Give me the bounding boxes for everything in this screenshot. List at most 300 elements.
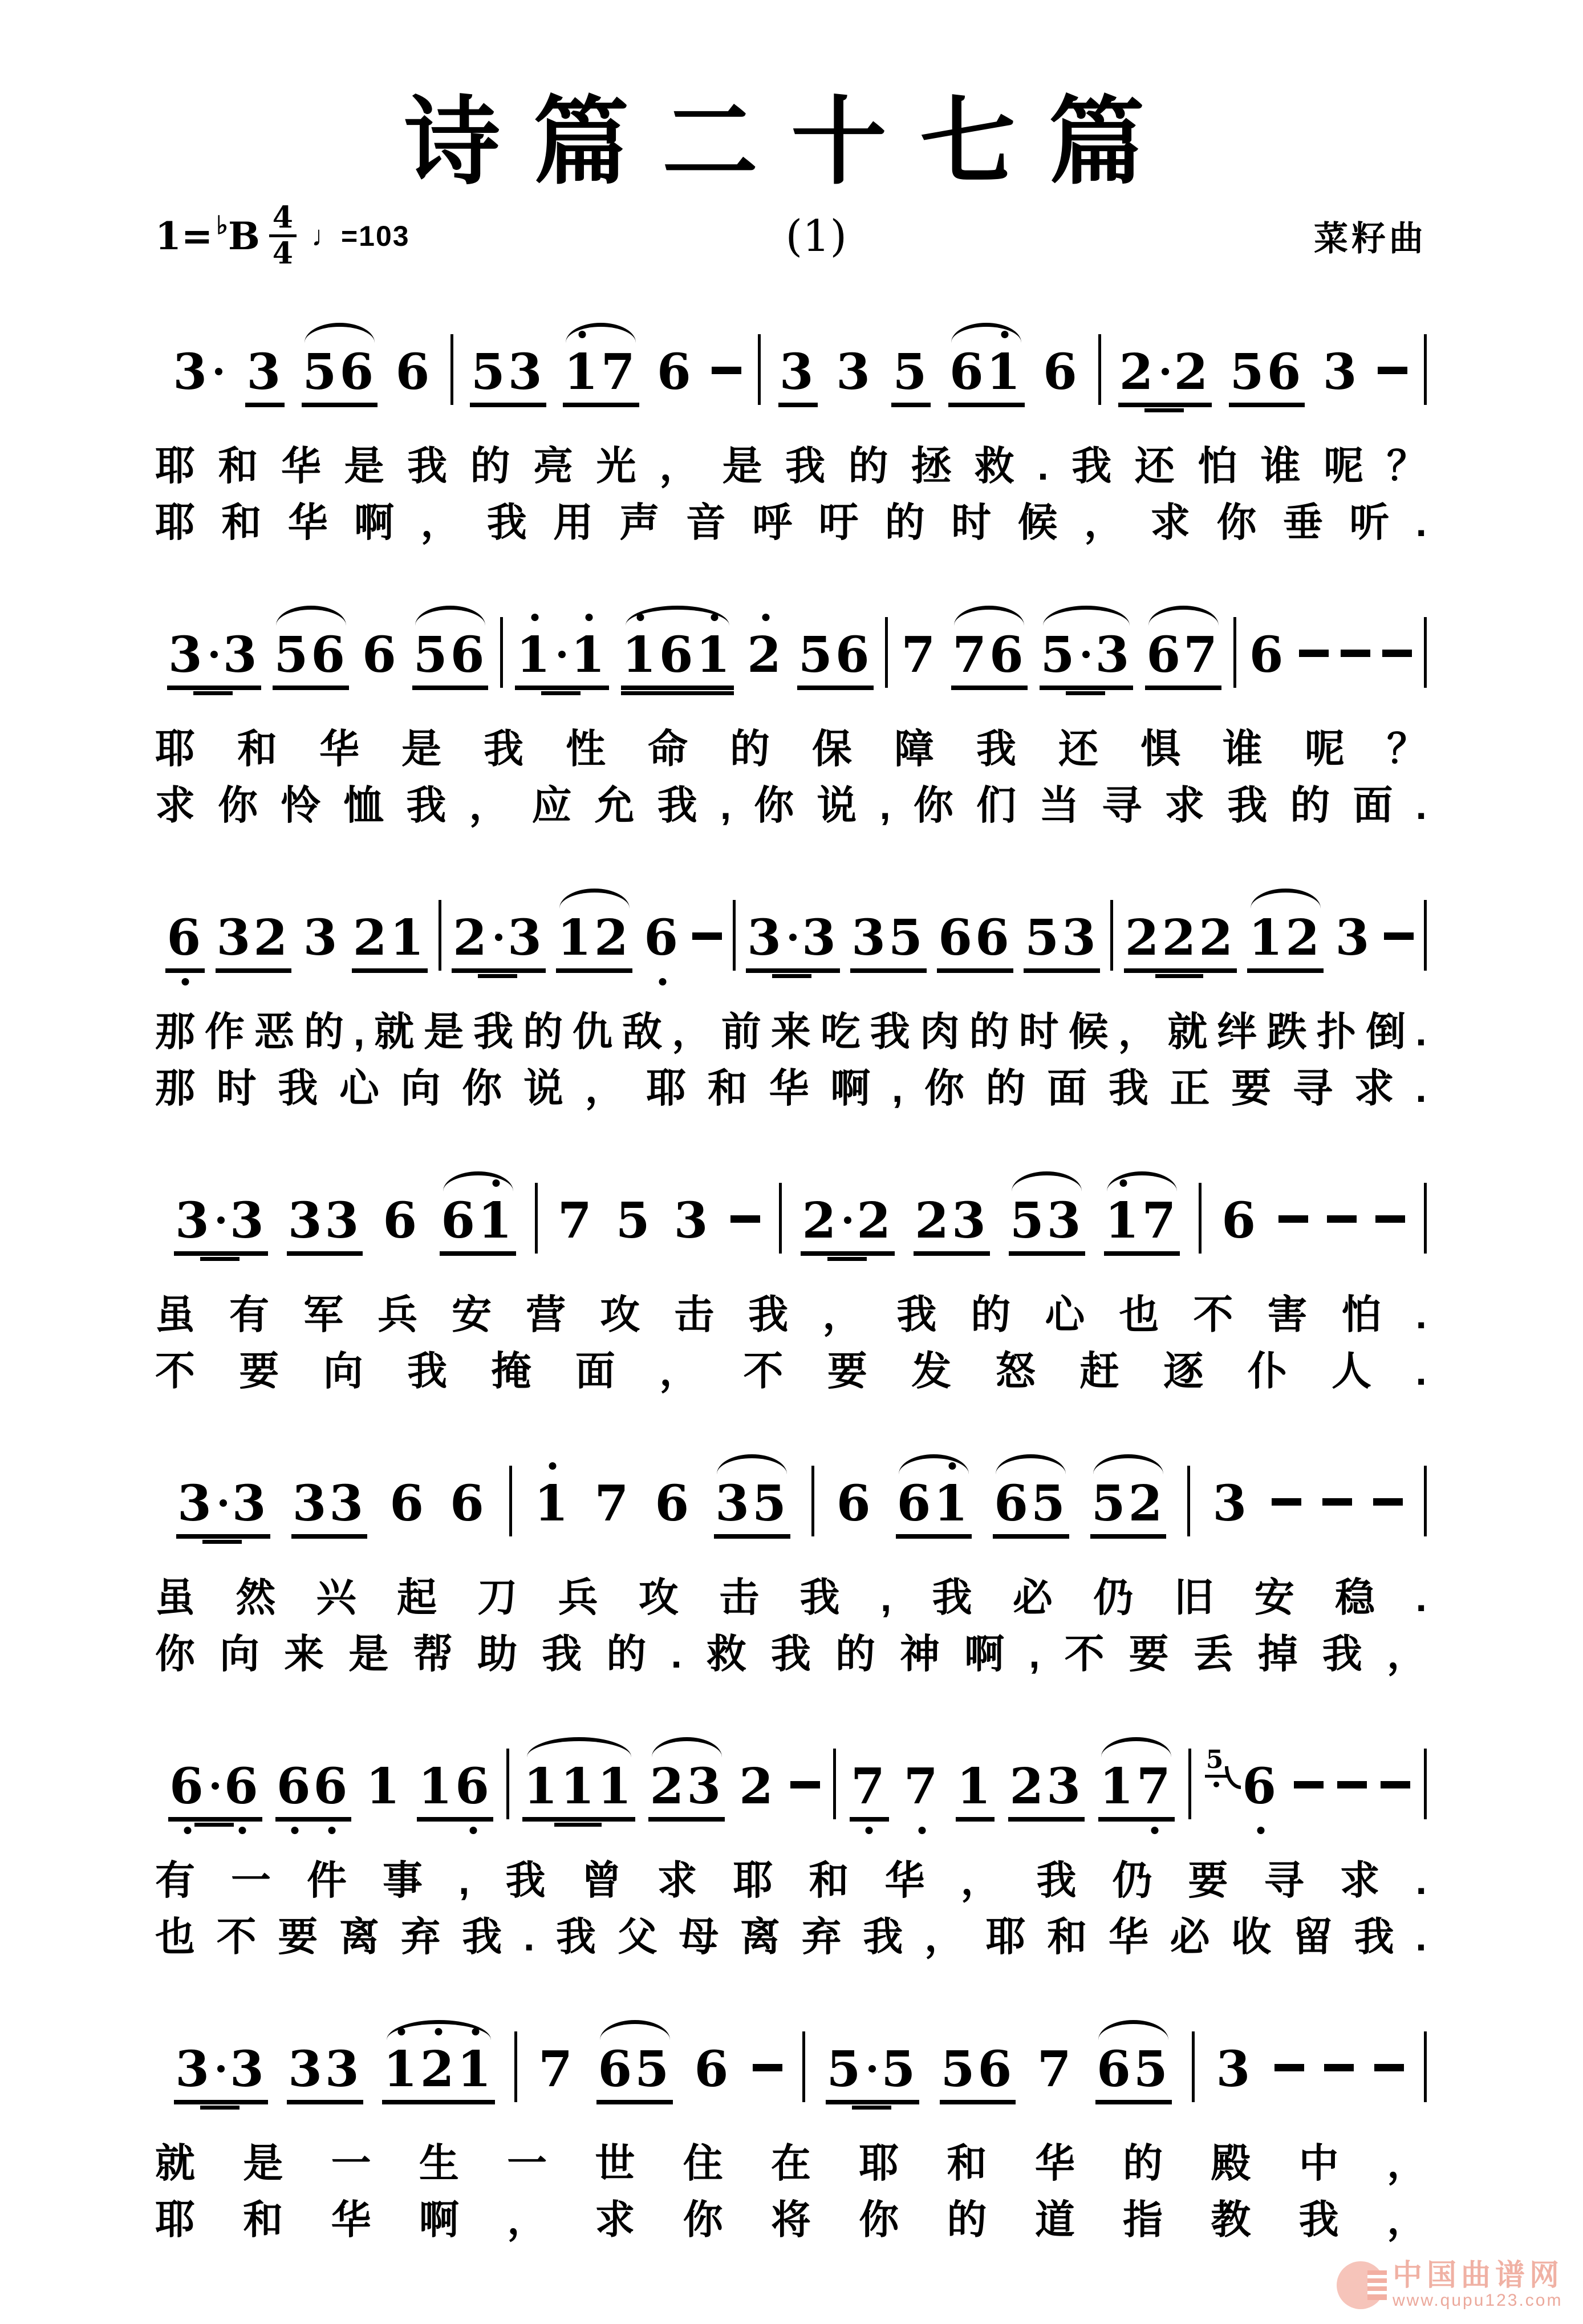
lyric-char: 和 — [707, 1065, 748, 1110]
lyric-char: ？ — [1387, 726, 1427, 771]
note-digit: 3 — [288, 2040, 325, 2098]
lyric-char: 求 — [1164, 782, 1205, 828]
lyric-char: ， — [1118, 1009, 1158, 1054]
note-token — [165, 908, 205, 973]
end-barline — [1424, 1466, 1427, 1536]
note-digit: 5 — [413, 626, 450, 684]
lyric-char: 说 — [523, 1065, 563, 1110]
note-token — [522, 1757, 636, 1822]
note-digit: 5 — [752, 1474, 789, 1532]
note-token — [1241, 1757, 1280, 1817]
lyric-char: 我 — [657, 782, 697, 828]
lyric-char: 耶 — [155, 443, 195, 488]
lyric-char: 向 — [400, 1065, 441, 1110]
lyric-char: 跌 — [1267, 1009, 1307, 1054]
end-barline — [1424, 617, 1427, 688]
note-token — [557, 1191, 596, 1251]
low-octave-dot — [1257, 1827, 1264, 1834]
note-digit: 5 — [1025, 908, 1062, 967]
note-token — [1036, 2040, 1075, 2100]
lyric-char: 啊 — [419, 2197, 459, 2242]
sixteenth-subline — [200, 1257, 240, 1261]
sixteenth-subline — [852, 2106, 891, 2110]
rest-dash — [1278, 1197, 1308, 1246]
lyric-char: 兴 — [316, 1575, 356, 1620]
lyric-char: 是 — [722, 443, 762, 488]
lyric-char: 离 — [339, 1914, 379, 1959]
lyric-line-verse-1 — [155, 1855, 1427, 1907]
note-token — [563, 343, 639, 407]
lyric-char: 收 — [1231, 1914, 1272, 1959]
note-digit: 7 — [1183, 626, 1220, 684]
note-digit: 6 — [1267, 343, 1304, 401]
note-digit: 7 — [851, 1762, 888, 1811]
lyric-char: 怕 — [1198, 443, 1238, 488]
lyric-char: 仇 — [573, 1009, 613, 1054]
lyric-char: 掩 — [491, 1348, 531, 1393]
lyric-char: 的 — [971, 1292, 1011, 1337]
system-2 — [155, 553, 1427, 832]
lyric-char: 你 — [155, 1631, 195, 1676]
lyric-char: 向 — [220, 1631, 260, 1676]
lyric-char: 安 — [1254, 1575, 1294, 1620]
lyric-char: 教 — [1211, 2197, 1251, 2242]
lyric-char: 面 — [1047, 1065, 1087, 1110]
slur-arc — [951, 323, 1021, 343]
slur-arc — [387, 2020, 491, 2040]
score-header — [155, 202, 1427, 270]
note-digit: 3 — [303, 908, 340, 967]
lyric-char: 吃 — [820, 1009, 860, 1054]
low-octave-dot — [184, 1827, 192, 1834]
note-digit: 6 — [169, 1762, 206, 1811]
lyric-char: 人 — [1332, 1348, 1372, 1393]
note-digit: 6 — [598, 2040, 635, 2098]
low-octave-dot — [1213, 1782, 1219, 1787]
lyric-char: 心 — [1045, 1292, 1085, 1337]
note-token — [533, 1474, 573, 1534]
lyric-char: 耶 — [733, 1857, 773, 1903]
lyric-char: 我 — [542, 1631, 582, 1676]
lyric-char: 恶 — [254, 1009, 294, 1054]
note-token — [1008, 1757, 1085, 1822]
note-digit: 2 — [453, 908, 490, 967]
barline — [1188, 1749, 1191, 1819]
measure — [1191, 1745, 1424, 1817]
note-digit: 1 — [564, 348, 601, 397]
note-token — [174, 1191, 268, 1256]
note-digit: 6 — [362, 626, 399, 684]
sixteenth-subline — [1066, 691, 1105, 695]
note-digit: 6 — [449, 1474, 487, 1532]
lyric-char: . — [1415, 500, 1427, 545]
note-digit: 3 — [1322, 343, 1360, 401]
rest-dash — [1384, 914, 1414, 963]
note-digit: 3 — [324, 1191, 362, 1250]
low-octave-dot — [291, 1827, 299, 1834]
barline — [506, 1749, 509, 1819]
note-token — [1042, 343, 1081, 403]
rest-dash — [753, 2045, 782, 2094]
lyric-char: 的 — [835, 1631, 875, 1676]
note-digit: 5 — [615, 1191, 653, 1250]
lyric-char: 我 — [462, 1914, 502, 1959]
lyric-char: ， — [960, 1857, 1001, 1903]
note-digit: 6 — [659, 626, 696, 684]
slur-arc — [1098, 2020, 1168, 2040]
lyric-char: 怒 — [995, 1348, 1036, 1393]
lyric-char: 的 — [1290, 782, 1330, 828]
lyric-char: 殿 — [1211, 2140, 1251, 2185]
note-digit: 3 — [232, 1474, 269, 1532]
note-digit: 3 — [1046, 1757, 1084, 1815]
lyric-char: 就 — [155, 2140, 195, 2185]
augmentation-dot — [220, 1499, 227, 1507]
lyric-char: ， — [1386, 1631, 1427, 1676]
note-digit: 3 — [779, 343, 817, 401]
lyric-char: . — [1037, 443, 1049, 488]
lyric-line-verse-1 — [155, 2138, 1427, 2189]
note-token — [738, 1757, 777, 1817]
measure — [1195, 2040, 1424, 2100]
high-octave-dot — [549, 1462, 557, 1470]
note-digit: 6 — [314, 1762, 351, 1811]
rest-dash — [1327, 1197, 1357, 1246]
rest-dash — [1294, 1762, 1324, 1811]
note-digit: 3 — [747, 908, 784, 967]
lyric-char: 允 — [594, 782, 635, 828]
note-digit: 3 — [175, 2040, 213, 2098]
note-digit: 6 — [989, 626, 1026, 684]
lyric-char: 求 — [1340, 1857, 1380, 1903]
note-token — [951, 626, 1028, 690]
lyric-char: 我 — [278, 1065, 318, 1110]
lyric-char: 有 — [229, 1292, 270, 1337]
lyric-char: 耶 — [155, 726, 195, 771]
slur-arc — [415, 606, 485, 626]
note-token — [1334, 908, 1373, 968]
note-token — [826, 2040, 920, 2104]
note-digit: 2 — [1162, 908, 1199, 967]
rest-dash — [1299, 631, 1329, 680]
note-digit: 6 — [835, 626, 872, 684]
lyric-char: 我 — [863, 1914, 903, 1959]
lyric-char: 要 — [278, 1914, 318, 1959]
lyric-char: 旧 — [1174, 1575, 1214, 1620]
note-digit: 3 — [851, 908, 888, 967]
lyric-char: 吁 — [818, 500, 859, 545]
lyric-char: 母 — [679, 1914, 719, 1959]
song-title: 诗篇二十七篇 — [404, 85, 1178, 198]
lyric-char: 生 — [419, 2140, 459, 2185]
slur-arc — [1148, 606, 1219, 626]
rest-dash — [790, 1762, 820, 1811]
lyric-char: 华 — [287, 500, 328, 545]
lyric-char: 不 — [1064, 1631, 1105, 1676]
lyric-char: 们 — [976, 782, 1016, 828]
rest-dash — [730, 1197, 760, 1246]
lyric-line-verse-1 — [155, 1572, 1427, 1624]
lyric-char: ？ — [1386, 443, 1427, 488]
lyric-char: 要 — [1188, 1857, 1228, 1903]
note-token — [1248, 626, 1288, 686]
note-row — [155, 836, 1427, 1003]
rest-dash — [1374, 2045, 1404, 2094]
lyric-char: 留 — [1292, 1914, 1333, 1959]
lyric-char: 的 — [1123, 2140, 1163, 2185]
lyric-char: , — [879, 782, 891, 828]
lyric-char: 丢 — [1193, 1631, 1233, 1676]
note-digit: 1 — [557, 908, 595, 967]
note-digit: 6 — [339, 343, 377, 401]
slur-arc — [1251, 889, 1321, 908]
lyric-char: 正 — [1170, 1065, 1210, 1110]
note-digit: 6 — [655, 1474, 692, 1532]
sixteenth-subline — [194, 1823, 234, 1827]
lyric-char: 弃 — [801, 1914, 842, 1959]
lyric-char: ， — [420, 500, 461, 545]
measure — [509, 1757, 833, 1822]
lyric-char: 听 — [1349, 500, 1390, 545]
measure — [155, 343, 450, 407]
lyric-char: 一 — [331, 2140, 371, 2185]
lyric-char: 命 — [648, 726, 688, 771]
note-token — [797, 626, 874, 690]
note-digit: 7 — [952, 626, 989, 684]
lyric-char: 肉 — [919, 1009, 960, 1054]
slur-arc — [276, 606, 346, 626]
note-digit: 2 — [1128, 1474, 1166, 1532]
note-token — [172, 343, 229, 403]
lyric-char: 的 — [848, 443, 888, 488]
lyric-char: 向 — [323, 1348, 363, 1393]
note-row — [155, 1402, 1427, 1568]
composer-credit: 菜籽曲 — [1313, 219, 1427, 258]
slur-arc — [996, 1454, 1066, 1474]
lyric-char: 件 — [307, 1857, 347, 1903]
rest-dash — [1373, 1479, 1403, 1528]
note-digit: 3 — [673, 1191, 711, 1250]
barline — [514, 2031, 517, 2102]
note-digit: 3 — [246, 343, 284, 401]
lyric-char: 和 — [218, 443, 258, 488]
note-digit: 6 — [694, 2040, 732, 2098]
note-digit: 3 — [951, 1191, 989, 1250]
note-digit: 2 — [915, 1191, 952, 1250]
note-digit: 2 — [253, 908, 291, 967]
note-digit: 6 — [1043, 343, 1080, 401]
time-signature-denominator: 4 — [272, 236, 293, 271]
note-digit: 1 — [534, 1479, 571, 1528]
note-digit: 7 — [557, 1191, 595, 1250]
lyric-char: 救 — [974, 443, 1014, 488]
note-digit: 3 — [836, 343, 873, 401]
note-token — [537, 2040, 577, 2100]
note-token — [352, 908, 428, 973]
lyric-char: 有 — [155, 1857, 195, 1903]
measure — [512, 1474, 811, 1539]
low-octave-dot — [659, 978, 666, 985]
note-digit: 1 — [366, 1757, 403, 1815]
lyric-char: 稳 — [1335, 1575, 1375, 1620]
note-token — [388, 1474, 428, 1534]
lyric-char: 和 — [243, 2197, 283, 2242]
lyric-char: 候 — [1017, 500, 1058, 545]
note-digit: 1 — [383, 2045, 420, 2094]
lyric-char: 是 — [424, 1009, 464, 1054]
note-digit: 2 — [739, 1757, 776, 1815]
note-token — [1247, 908, 1324, 973]
barline — [1199, 1183, 1202, 1254]
tempo-marking: ♩=103 — [311, 220, 410, 252]
lyric-char: 不 — [743, 1348, 784, 1393]
note-token — [174, 2040, 268, 2104]
note-token — [1090, 1474, 1167, 1539]
note-digit: 2 — [594, 908, 631, 967]
barline — [802, 2031, 805, 2102]
note-digit: 7 — [1037, 2040, 1074, 2098]
lyric-char: 击 — [674, 1292, 715, 1337]
note-digit: 6 — [977, 2040, 1015, 2098]
note-token — [381, 1191, 421, 1251]
slur-arc — [1107, 1171, 1177, 1191]
slur-arc — [626, 606, 730, 626]
note-token — [273, 626, 349, 690]
note-token — [850, 908, 927, 973]
lyric-char: 安 — [452, 1292, 492, 1337]
slur-arc — [1043, 606, 1130, 626]
lyric-char: 华 — [769, 1065, 809, 1110]
note-digit: 6 — [1146, 626, 1184, 684]
qupu-logo-icon — [1337, 2261, 1385, 2309]
sixteenth-subline — [1155, 974, 1203, 978]
note-digit: 6 — [1221, 1191, 1259, 1250]
note-digit: 6 — [389, 1474, 427, 1532]
lyric-char: 谁 — [1260, 443, 1301, 488]
lyric-char: 要 — [239, 1348, 279, 1393]
lyric-char: ， — [1083, 500, 1124, 545]
watermark-url: www.qupu123.com — [1392, 2290, 1563, 2310]
lyric-char: 我 — [473, 1009, 514, 1054]
lyric-char: . — [1415, 1575, 1427, 1620]
rest-dash — [692, 914, 722, 963]
measure — [782, 1191, 1199, 1256]
lyric-char: 虽 — [155, 1575, 195, 1620]
note-digit: 6 — [450, 626, 488, 684]
lyric-line-verse-2 — [155, 497, 1427, 549]
lyric-char: 求 — [595, 2197, 635, 2242]
lyric-char: 助 — [477, 1631, 518, 1676]
measure — [503, 626, 885, 690]
lyric-char: 耶 — [155, 500, 195, 545]
note-digit: 5 — [881, 2040, 919, 2098]
note-token — [167, 626, 261, 690]
note-token — [275, 1757, 352, 1822]
note-token — [1104, 1191, 1180, 1256]
lyric-char: 的 — [884, 500, 925, 545]
low-octave-dot — [1151, 1827, 1159, 1834]
lyric-char: 弃 — [400, 1914, 441, 1959]
system-5 — [155, 1402, 1427, 1680]
note-digit: 6 — [277, 1762, 314, 1811]
note-token — [596, 2040, 673, 2104]
note-token — [1098, 1757, 1175, 1822]
note-token — [615, 1191, 654, 1251]
note-row — [155, 553, 1427, 720]
note-token — [778, 343, 818, 407]
system-4 — [155, 1119, 1427, 1397]
lyric-char: 心 — [339, 1065, 379, 1110]
note-row — [155, 1685, 1427, 1851]
lyric-char: 不 — [155, 1348, 195, 1393]
double-underline — [621, 691, 734, 695]
note-digit: 3 — [229, 1191, 267, 1250]
note-token — [835, 343, 874, 403]
note-digit: 3 — [1046, 1191, 1084, 1250]
lyric-char: 时 — [951, 500, 992, 545]
lyric-char: , — [458, 1857, 470, 1903]
note-token — [216, 908, 292, 973]
note-digit: 2 — [1199, 908, 1236, 967]
note-token — [948, 343, 1025, 407]
lyric-char: 应 — [531, 782, 572, 828]
lyric-char: 保 — [812, 726, 852, 771]
lyric-char: 敌 — [622, 1009, 662, 1054]
rest-dash — [1274, 2045, 1304, 2094]
note-digit: 6 — [656, 343, 694, 401]
lyric-char: 时 — [216, 1065, 257, 1110]
note-token — [656, 343, 695, 403]
lyric-char: 我 — [1298, 2197, 1339, 2242]
augmentation-dot — [210, 651, 218, 658]
note-digit: 5 — [1229, 343, 1267, 401]
lyric-char: 华 — [331, 2197, 371, 2242]
note-digit: 3 — [1216, 2040, 1253, 2098]
note-digit: 3 — [216, 908, 254, 967]
measure — [517, 2040, 802, 2104]
lyric-char: ， — [659, 1348, 700, 1393]
lyric-char: 军 — [303, 1292, 344, 1337]
lyric-char: . — [1415, 1009, 1427, 1054]
note-token — [835, 1474, 875, 1534]
lyric-char: 寻 — [1292, 1065, 1333, 1110]
measure — [453, 343, 758, 407]
high-octave-dot — [762, 614, 769, 621]
lyric-char: 神 — [900, 1631, 940, 1676]
barline — [1187, 1466, 1190, 1536]
lyric-char: 是 — [243, 2140, 283, 2185]
note-digit: 3 — [324, 2040, 362, 2098]
lyric-char: 扑 — [1316, 1009, 1357, 1054]
lyric-char: 求 — [1150, 500, 1191, 545]
lyric-char: 垂 — [1282, 500, 1323, 545]
slur-arc — [1093, 1454, 1163, 1474]
lyric-char: . — [1415, 782, 1427, 828]
lyric-char: 我 — [407, 1348, 448, 1393]
lyric-char: 我 — [1071, 443, 1112, 488]
lyric-char: 刀 — [477, 1575, 518, 1620]
lyric-char: 我 — [1108, 1065, 1148, 1110]
lyric-char: 啊 — [354, 500, 395, 545]
lyric-char: 发 — [911, 1348, 952, 1393]
lyric-char: 也 — [155, 1914, 195, 1959]
note-token — [382, 2040, 496, 2104]
note-row — [155, 270, 1427, 437]
measure — [155, 908, 439, 973]
note-token — [801, 1191, 895, 1256]
lyric-char: 怕 — [1341, 1292, 1382, 1337]
lyric-char: 用 — [553, 500, 594, 545]
